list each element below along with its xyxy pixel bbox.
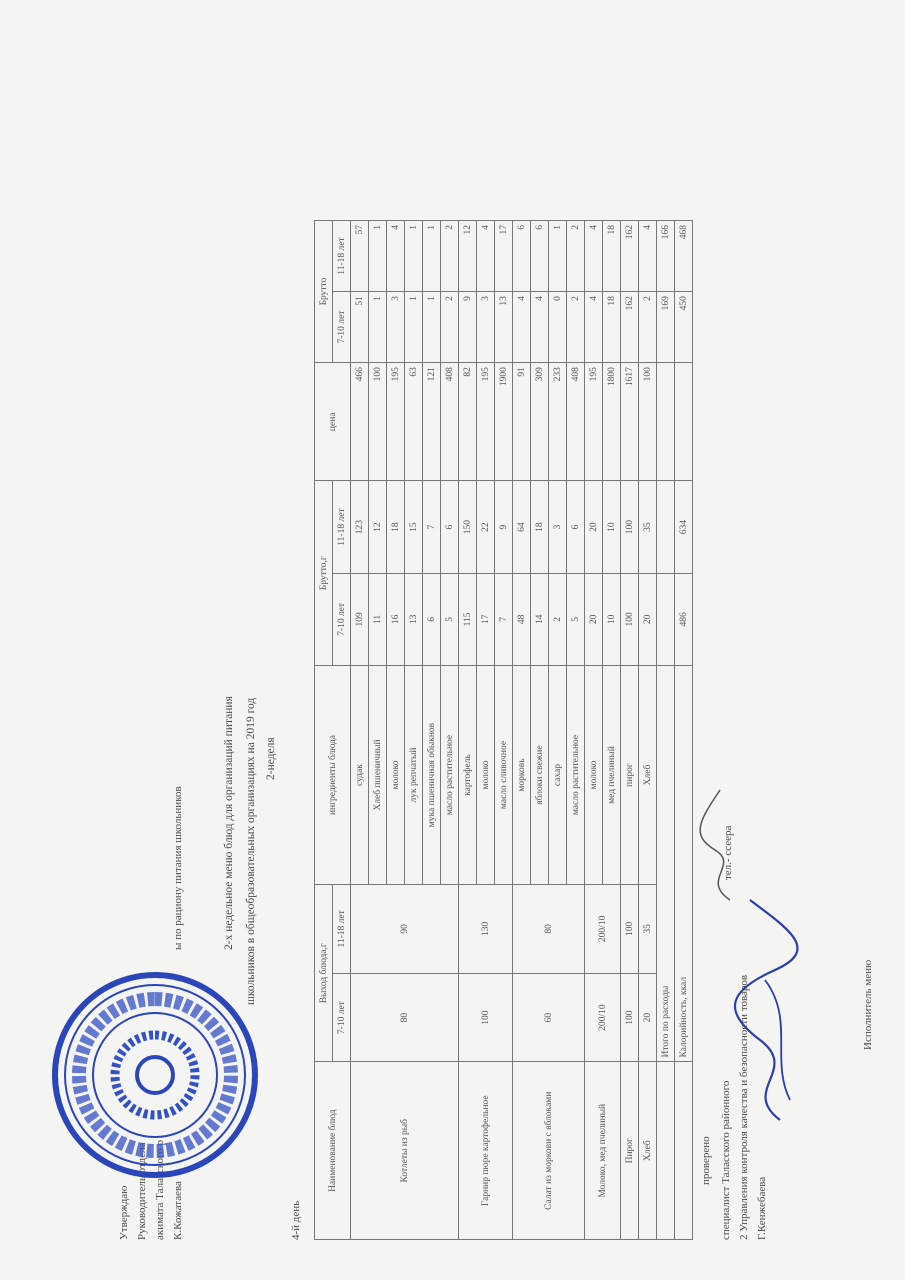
menu-note: Исполнитель меню xyxy=(862,959,874,1050)
yield-1: 100 xyxy=(459,973,513,1062)
ingredient: масло растительное xyxy=(441,666,459,885)
ingredient: масло сливочное xyxy=(495,666,513,885)
ingredient: сахар xyxy=(549,666,567,885)
cost-2: 162 xyxy=(621,221,639,292)
ingredient: картофель xyxy=(459,666,477,885)
price: 82 xyxy=(459,363,477,481)
brutto-2: 20 xyxy=(585,481,603,573)
price: 408 xyxy=(567,363,585,481)
header-age-2: 11-18 лет xyxy=(333,221,351,292)
header-age-1: 7-10 лет xyxy=(333,573,351,665)
cost-2: 1 xyxy=(405,221,423,292)
brutto-2: 100 xyxy=(621,481,639,573)
brutto-1: 7 xyxy=(495,573,513,665)
header-age-2: 11-18 лет xyxy=(333,481,351,573)
price: 100 xyxy=(369,363,387,481)
brutto-2: 6 xyxy=(567,481,585,573)
ingredient: пирог xyxy=(621,666,639,885)
ingredient: Хлеб пшеничный xyxy=(369,666,387,885)
ingredient: молоко xyxy=(387,666,405,885)
yield-2: 100 xyxy=(621,884,639,973)
brutto-1: 6 xyxy=(423,573,441,665)
yield-1: 20 xyxy=(639,973,657,1062)
brutto-1: 16 xyxy=(387,573,405,665)
cost-2: 2 xyxy=(567,221,585,292)
header-fragment: ы по рациону питания школьников xyxy=(172,786,184,950)
header-brutto-2: Брутто xyxy=(315,221,333,363)
yield-1: 200/10 xyxy=(585,973,621,1062)
cost-2: 1 xyxy=(369,221,387,292)
brutto-2: 18 xyxy=(531,481,549,573)
ingredient: мед пчелиный xyxy=(603,666,621,885)
cost-1: 0 xyxy=(549,292,567,363)
table-row xyxy=(585,221,603,1240)
dish-name: Пирог xyxy=(621,1062,639,1240)
table-row xyxy=(459,221,477,1240)
price: 1900 xyxy=(495,363,513,481)
brutto-1: 14 xyxy=(531,573,549,665)
cost-1: 9 xyxy=(459,292,477,363)
price: 1617 xyxy=(621,363,639,481)
cost-1: 2 xyxy=(639,292,657,363)
cost-1: 4 xyxy=(585,292,603,363)
table-row xyxy=(639,221,657,1240)
title-3: 2-неделя xyxy=(265,737,277,780)
table-row xyxy=(351,221,369,1240)
brutto-2: 10 xyxy=(603,481,621,573)
head-name: К.Кожатаева xyxy=(172,1181,184,1240)
cost-2: 6 xyxy=(531,221,549,292)
header-brutto: Брутто,г xyxy=(315,481,333,666)
header-age-1: 7-10 лет xyxy=(333,292,351,363)
brutto-1: 100 xyxy=(621,573,639,665)
ingredient: молоко xyxy=(585,666,603,885)
yield-1: 100 xyxy=(621,973,639,1062)
price: 195 xyxy=(585,363,603,481)
cost-2: 4 xyxy=(639,221,657,292)
price: 121 xyxy=(423,363,441,481)
menu-table xyxy=(314,220,693,1240)
cost-2: 4 xyxy=(387,221,405,292)
brutto-2: 7 xyxy=(423,481,441,573)
title-1: 2-х недельное меню блюд для организаций питания xyxy=(223,696,235,950)
yield-2: 200/10 xyxy=(585,884,621,973)
brutto-2: 123 xyxy=(351,481,369,573)
brutto-1: 20 xyxy=(585,573,603,665)
brutto-2: 18 xyxy=(387,481,405,573)
dish-name xyxy=(657,1062,675,1240)
signature-blue xyxy=(720,890,810,1130)
day-label: 4-й день xyxy=(290,1200,302,1240)
table-row xyxy=(621,221,639,1240)
ingredient: судак xyxy=(351,666,369,885)
brutto-1: 5 xyxy=(567,573,585,665)
brutto-1: 20 xyxy=(639,573,657,665)
table-row-calories xyxy=(675,221,693,1240)
cost-1: 3 xyxy=(477,292,495,363)
head-line-2: акимата Таласского р xyxy=(154,1139,166,1240)
head-line-1: Руководитель отдела xyxy=(136,1142,148,1240)
price: 195 xyxy=(477,363,495,481)
brutto-1: 11 xyxy=(369,573,387,665)
cost-1: 4 xyxy=(513,292,531,363)
cost-1: 18 xyxy=(603,292,621,363)
brutto-2: 9 xyxy=(495,481,513,573)
brutto-2: 35 xyxy=(639,481,657,573)
cost-1: 169 xyxy=(657,292,675,363)
brutto-1: 10 xyxy=(603,573,621,665)
yield-2: 35 xyxy=(639,884,657,973)
cost-1: 3 xyxy=(387,292,405,363)
ingredient: морковь xyxy=(513,666,531,885)
cost-1: 13 xyxy=(495,292,513,363)
total-label: Итого по расходы xyxy=(657,666,675,1062)
brutto-1: 2 xyxy=(549,573,567,665)
price xyxy=(675,363,693,481)
cost-2: 18 xyxy=(603,221,621,292)
price: 195 xyxy=(387,363,405,481)
dish-name: Хлеб xyxy=(639,1062,657,1240)
header-age-2: 11-18 лет xyxy=(333,884,351,973)
brutto-2: 3 xyxy=(549,481,567,573)
cost-1: 162 xyxy=(621,292,639,363)
cost-2: 4 xyxy=(585,221,603,292)
cost-2: 12 xyxy=(459,221,477,292)
checked-label: проверено xyxy=(700,1136,712,1185)
table-row xyxy=(513,221,531,1240)
cost-2: 57 xyxy=(351,221,369,292)
header-yield: Выход блюда,г xyxy=(315,884,333,1062)
brutto-1: 48 xyxy=(513,573,531,665)
price: 1800 xyxy=(603,363,621,481)
header-age-1: 7-10 лет xyxy=(333,973,351,1062)
header-dish: Наименование блюд xyxy=(315,1062,351,1240)
yield-2: 130 xyxy=(459,884,513,973)
cost-1: 51 xyxy=(351,292,369,363)
cost-2: 166 xyxy=(657,221,675,292)
ingredient: Хлеб xyxy=(639,666,657,885)
approve-label: Утверждаю xyxy=(118,1185,130,1240)
brutto-2: 15 xyxy=(405,481,423,573)
brutto-1: 5 xyxy=(441,573,459,665)
price: 408 xyxy=(441,363,459,481)
price: 91 xyxy=(513,363,531,481)
signature-pencil xyxy=(690,780,750,910)
ingredient: масло растительное xyxy=(567,666,585,885)
header-ingredients: ингредиенты блюда xyxy=(315,666,351,885)
cost-2: 6 xyxy=(513,221,531,292)
specialist-label: специалист Таласского районного xyxy=(720,1080,732,1240)
price: 63 xyxy=(405,363,423,481)
cost-1: 1 xyxy=(423,292,441,363)
brutto-2: 6 xyxy=(441,481,459,573)
table-row-total xyxy=(657,221,675,1240)
manager-label: 2 Управления контроля качества и безопасности товаров xyxy=(738,974,750,1240)
yield-2: 90 xyxy=(351,884,459,973)
price: 309 xyxy=(531,363,549,481)
brutto-1 xyxy=(657,573,675,665)
brutto-1: 17 xyxy=(477,573,495,665)
brutto-1: 13 xyxy=(405,573,423,665)
brutto-1: 109 xyxy=(351,573,369,665)
cost-2: 2 xyxy=(441,221,459,292)
cost-1: 2 xyxy=(441,292,459,363)
signer-name: Г.Кенжебаева xyxy=(756,1176,768,1240)
cost-2: 17 xyxy=(495,221,513,292)
cost-2: 468 xyxy=(675,221,693,292)
phone-label: тел.- ссеера xyxy=(722,825,734,880)
ingredient: мука пшеничная обыкнов xyxy=(423,666,441,885)
dish-name xyxy=(675,1062,693,1240)
brutto-2: 150 xyxy=(459,481,477,573)
brutto-2: 634 xyxy=(675,481,693,573)
brutto-2: 64 xyxy=(513,481,531,573)
cost-2: 1 xyxy=(549,221,567,292)
yield-1: 60 xyxy=(513,973,585,1062)
cost-1: 1 xyxy=(369,292,387,363)
ingredient: яблоки свежие xyxy=(531,666,549,885)
cost-1: 1 xyxy=(405,292,423,363)
price: 100 xyxy=(639,363,657,481)
price xyxy=(657,363,675,481)
brutto-1: 115 xyxy=(459,573,477,665)
dish-name: Салат из моркови с яблоками xyxy=(513,1062,585,1240)
ingredient: лук репчатый xyxy=(405,666,423,885)
title-2: школьников в общеобразовательных организациях на 2019 год xyxy=(245,697,257,1005)
calories-label: Калорийность, ккал xyxy=(675,666,693,1062)
brutto-1: 486 xyxy=(675,573,693,665)
brutto-2: 12 xyxy=(369,481,387,573)
dish-name: Молоко, мед пчелиный xyxy=(585,1062,621,1240)
cost-1: 450 xyxy=(675,292,693,363)
yield-1: 80 xyxy=(351,973,459,1062)
cost-1: 4 xyxy=(531,292,549,363)
official-seal xyxy=(45,965,265,1185)
brutto-2 xyxy=(657,481,675,573)
cost-2: 4 xyxy=(477,221,495,292)
ingredient: молоко xyxy=(477,666,495,885)
dish-name: Котлеты из рыб xyxy=(351,1062,459,1240)
price: 466 xyxy=(351,363,369,481)
dish-name: Гарнир пюре картофельное xyxy=(459,1062,513,1240)
yield-2: 80 xyxy=(513,884,585,973)
brutto-2: 22 xyxy=(477,481,495,573)
cost-2: 1 xyxy=(423,221,441,292)
price: 233 xyxy=(549,363,567,481)
cost-1: 2 xyxy=(567,292,585,363)
header-price: цена xyxy=(315,363,351,481)
